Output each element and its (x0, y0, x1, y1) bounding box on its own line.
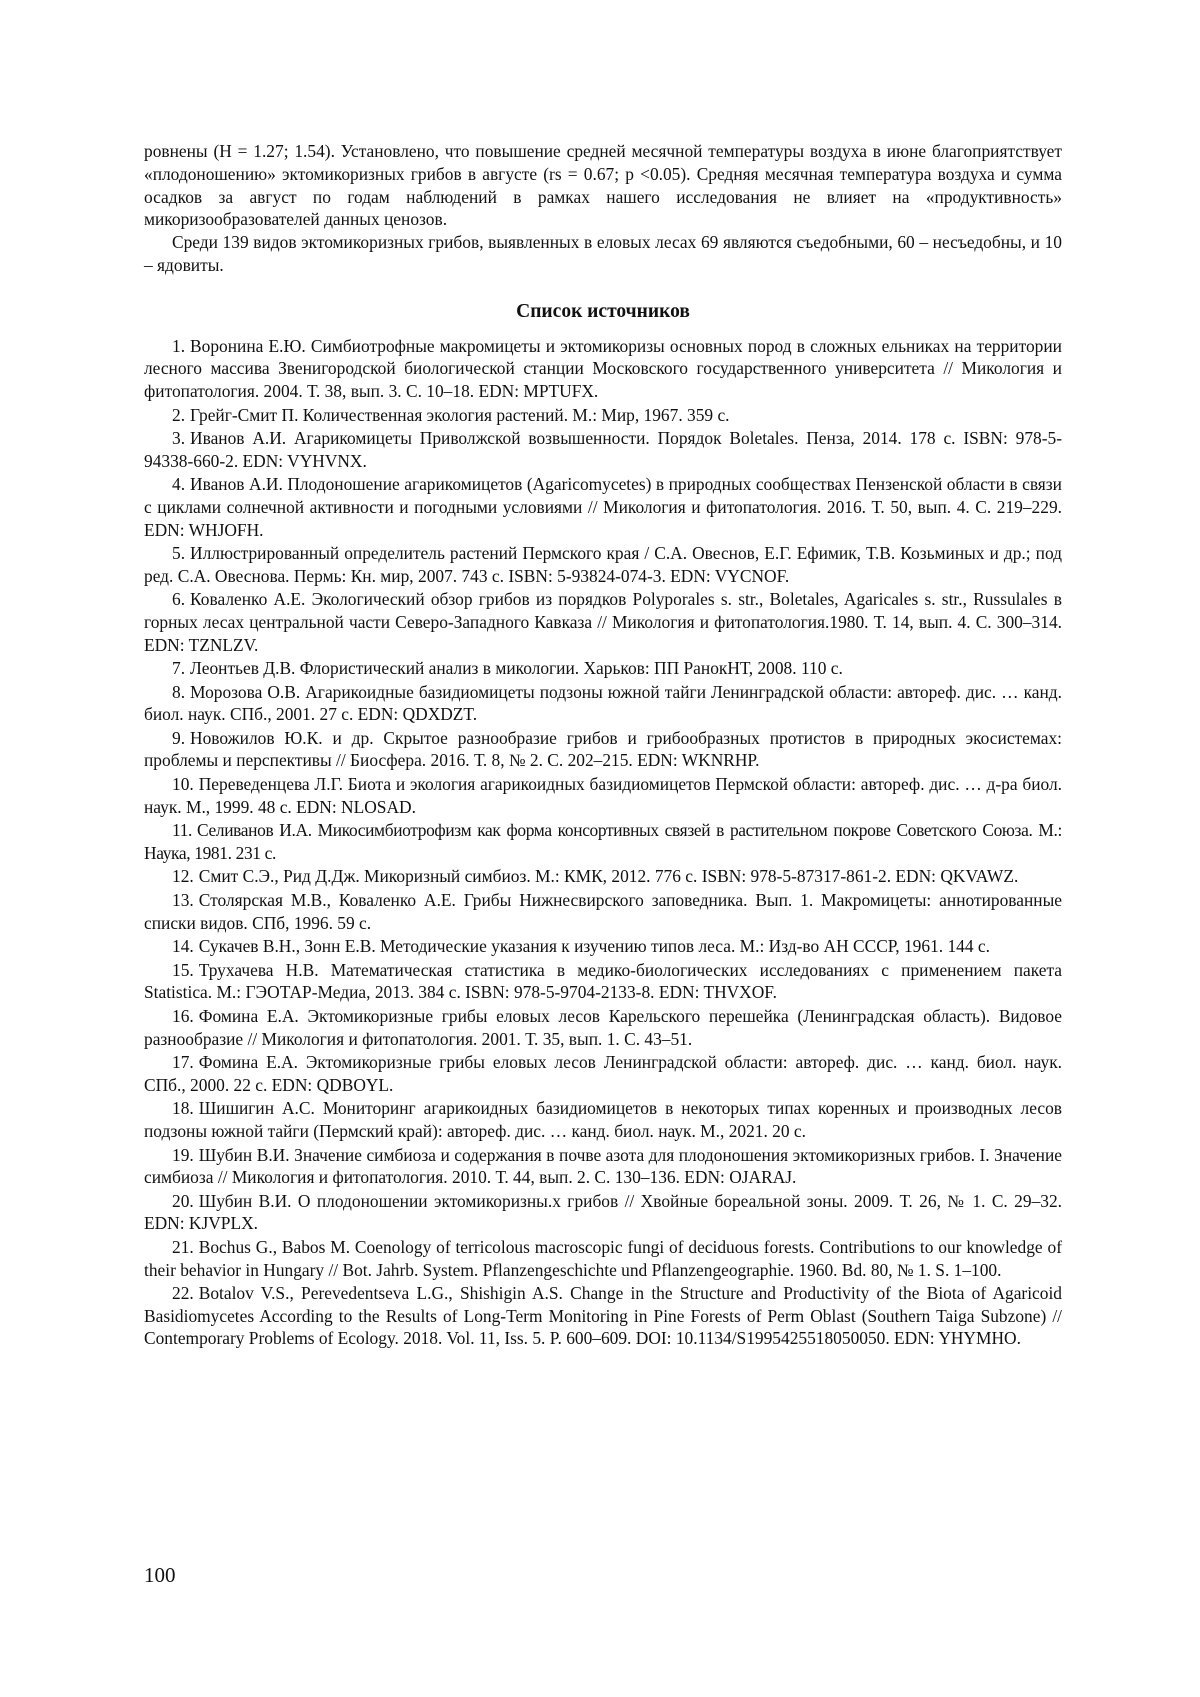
reference-item-10 (144, 773, 1062, 818)
reference-text: Переведенцева Л.Г. Биота и экология агарикоидных базидиомицетов Пермской области: автореф. дис. … д-ра биол. наук. М., 1999. 48 с. EDN: NLOSAD. (144, 774, 1062, 817)
reference-number: 17. (172, 1052, 194, 1072)
reference-item-16 (144, 1005, 1062, 1050)
reference-text: Столярская М.В., Коваленко А.Е. Грибы Нижнесвирского заповедника. Вып. 1. Макромицеты: аннотированные списки видов. СПб, 1996. 59 с. (144, 890, 1062, 933)
reference-number: 14. (172, 936, 194, 956)
reference-text: Новожилов Ю.К. и др. Скрытое разнообразие грибов и грибообразных протистов в природных экосистемах: проблемы и перспективы // Биосфера. 2016. Т. 8, № 2. С. 202–215. EDN: WKNRHP. (144, 728, 1062, 771)
reference-item-9 (144, 727, 1062, 772)
reference-number: 18. (172, 1098, 194, 1118)
reference-text: Морозова О.В. Агарикоидные базидиомицеты подзоны южной тайги Ленинградской области: автореф. дис. … канд. биол. наук. СПб., 2001. 27 с. EDN: QDXDZT. (144, 682, 1062, 725)
reference-item-19 (144, 1144, 1062, 1189)
reference-item-11 (144, 819, 1062, 864)
reference-number: 21. (172, 1237, 194, 1257)
reference-number: 13. (172, 890, 194, 910)
reference-text: Иллюстрированный определитель растений Пермского края / С.А. Овеснов, Е.Г. Ефимик, Т.В. Козьминых и др.; под ред. С.А. Овеснова. Пермь: Кн. мир, 2007. 743 с. ISBN: 5-93824-074-3. EDN: VYCNOF. (144, 543, 1062, 586)
reference-text: Botalov V.S., Perevedentseva L.G., Shishigin A.S. Change in the Structure and Productivity of the Biota of Agaricoid Basidiomycetes According to the Results of Long-Term Monitoring in Pine Forests of Perm Oblast (Southern Taiga Subzone) // Contemporary Problems of Ecology. 2018. Vol. 11, Iss. 5. P. 600–609. DOI: 10.1134/S1995425518050050. EDN: YHYMHO. (144, 1283, 1062, 1348)
reference-number: 3. (172, 428, 185, 448)
reference-number: 9. (172, 728, 185, 748)
references-heading: Список источников (144, 299, 1062, 325)
reference-number: 5. (172, 543, 185, 563)
reference-text: Шубин В.И. О плодоношении эктомикоризны.х грибов // Хвойные бореальной зоны. 2009. Т. 26, № 1. С. 29–32. EDN: KJVPLX. (144, 1191, 1062, 1234)
reference-list (144, 335, 1062, 1350)
intro-paragraph-2: Среди 139 видов эктомикоризных грибов, выявленных в еловых лесах 69 являются съедобными, 60 – несъедобны, и 10 – ядовиты. (144, 231, 1062, 277)
reference-text: Сукачев В.Н., Зонн Е.В. Методические указания к изучению типов леса. М.: Изд-во АН СССР, 1961. 144 с. (199, 936, 990, 956)
reference-number: 8. (172, 682, 185, 702)
reference-text: Грейг-Смит П. Количественная экология растений. М.: Мир, 1967. 359 с. (190, 405, 729, 425)
reference-item-20 (144, 1190, 1062, 1235)
reference-item-1 (144, 335, 1062, 403)
reference-text: Воронина Е.Ю. Симбиотрофные макромицеты и эктомикоризы основных пород в сложных ельниках на территории лесного массива Звенигородской биологической станции Московского государственного университета // Микология и фитопатология. 2004. Т. 38, вып. 3. С. 10–18. EDN: MPTUFX. (144, 336, 1062, 401)
reference-number: 15. (172, 960, 194, 980)
reference-text: Леонтьев Д.В. Флористический анализ в микологии. Харьков: ПП РанокНТ, 2008. 110 с. (190, 658, 843, 678)
reference-item-21 (144, 1236, 1062, 1281)
reference-number: 16. (172, 1006, 194, 1026)
reference-item-14 (144, 935, 1062, 958)
reference-item-4 (144, 473, 1062, 541)
reference-item-3 (144, 427, 1062, 472)
reference-number: 7. (172, 658, 185, 678)
reference-number: 11. (172, 820, 192, 840)
intro-paragraph-1: ровнены (H = 1.27; 1.54). Установлено, что повышение средней месячной температуры воздуха в июне благоприятствует «плодоношению» эктомикоризных грибов в августе (rs = 0.67; p <0.05). Средняя месячная температура воздуха и сумма осадков за август по годам наблюдений в рамках нашего исследования не влияет на «продуктивность» микоризообразователей данных ценозов. (144, 140, 1062, 231)
reference-text: Bochus G., Babos M. Coenology of terricolous macroscopic fungi of deciduous forests. Contributions to our knowledge of their behavior in Hungary // Bot. Jahrb. System. Pflanzengeschichte und Pflanzengeographie. 1960. Bd. 80, № 1. S. 1–100. (144, 1237, 1062, 1280)
reference-text: Фомина Е.А. Эктомикоризные грибы еловых лесов Карельского перешейка (Ленинградская область). Видовое разнообразие // Микология и фитопатология. 2001. Т. 35, вып. 1. С. 43–51. (144, 1006, 1062, 1049)
reference-text: Шишигин А.С. Мониторинг агарикоидных базидиомицетов в некоторых типах коренных и производных лесов подзоны южной тайги (Пермский край): автореф. дис. … канд. биол. наук. М., 2021. 20 с. (144, 1098, 1062, 1141)
reference-text: Иванов А.И. Плодоношение агарикомицетов (Agaricomycetes) в природных сообществах Пензенской области в связи с циклами солнечной активности и погодными условиями // Микология и фитопатология. 2016. Т. 50, вып. 4. С. 219–229. EDN: WHJOFH. (144, 474, 1062, 539)
reference-item-22 (144, 1282, 1062, 1350)
reference-item-2 (144, 404, 1062, 427)
page-content (144, 140, 1062, 1351)
reference-item-7 (144, 657, 1062, 680)
reference-number: 19. (172, 1145, 194, 1165)
page-number: 100 (144, 1562, 176, 1588)
reference-item-18 (144, 1097, 1062, 1142)
reference-number: 20. (172, 1191, 194, 1211)
reference-text: Шубин В.И. Значение симбиоза и содержания в почве азота для плодоношения эктомикоризных грибов. I. Значение симбиоза // Микология и фитопатология. 2010. Т. 44, вып. 2. С. 130–136. EDN: OJARAJ. (144, 1145, 1062, 1188)
reference-number: 2. (172, 405, 185, 425)
reference-number: 10. (172, 774, 194, 794)
reference-text: Иванов А.И. Агарикомицеты Приволжской возвышенности. Порядок Boletales. Пенза, 2014. 178 с. ISBN: 978-5-94338-660-2. EDN: VYHVNX. (144, 428, 1062, 471)
reference-text: Трухачева Н.В. Математическая статистика в медико-биологических исследованиях с применением пакета Statistica. М.: ГЭОТАР-Медиа, 2013. 384 с. ISBN: 978-5-9704-2133-8. EDN: THVXOF. (144, 960, 1062, 1003)
reference-number: 22. (172, 1283, 194, 1303)
reference-text: Фомина Е.А. Эктомикоризные грибы еловых лесов Ленинградской области: автореф. дис. … канд. биол. наук. СПб., 2000. 22 с. EDN: QDBOYL. (144, 1052, 1062, 1095)
reference-item-8 (144, 681, 1062, 726)
reference-item-15 (144, 959, 1062, 1004)
reference-item-6 (144, 588, 1062, 656)
reference-number: 12. (172, 866, 194, 886)
reference-item-13 (144, 889, 1062, 934)
reference-item-12 (144, 865, 1062, 888)
reference-item-5 (144, 542, 1062, 587)
reference-number: 6. (172, 589, 185, 609)
reference-number: 1. (172, 336, 185, 356)
reference-text: Селиванов И.А. Микосимбиотрофизм как форма консортивных связей в растительном покрове Советского Союза. М.: Наука, 1981. 231 с. (144, 820, 1062, 863)
reference-text: Смит С.Э., Рид Д.Дж. Микоризный симбиоз. М.: КМК, 2012. 776 с. ISBN: 978-5-87317-861-2. EDN: QKVAWZ. (199, 866, 1019, 886)
reference-text: Коваленко А.Е. Экологический обзор грибов из порядков Polyporales s. str., Boletales, Agaricales s. str., Russulales в горных лесах центральной части Северо-Западного Кавказа // Микология и фитопатология.1980. Т. 14, вып. 4. С. 300–314. EDN: TZNLZV. (144, 589, 1062, 654)
reference-item-17 (144, 1051, 1062, 1096)
reference-number: 4. (172, 474, 185, 494)
